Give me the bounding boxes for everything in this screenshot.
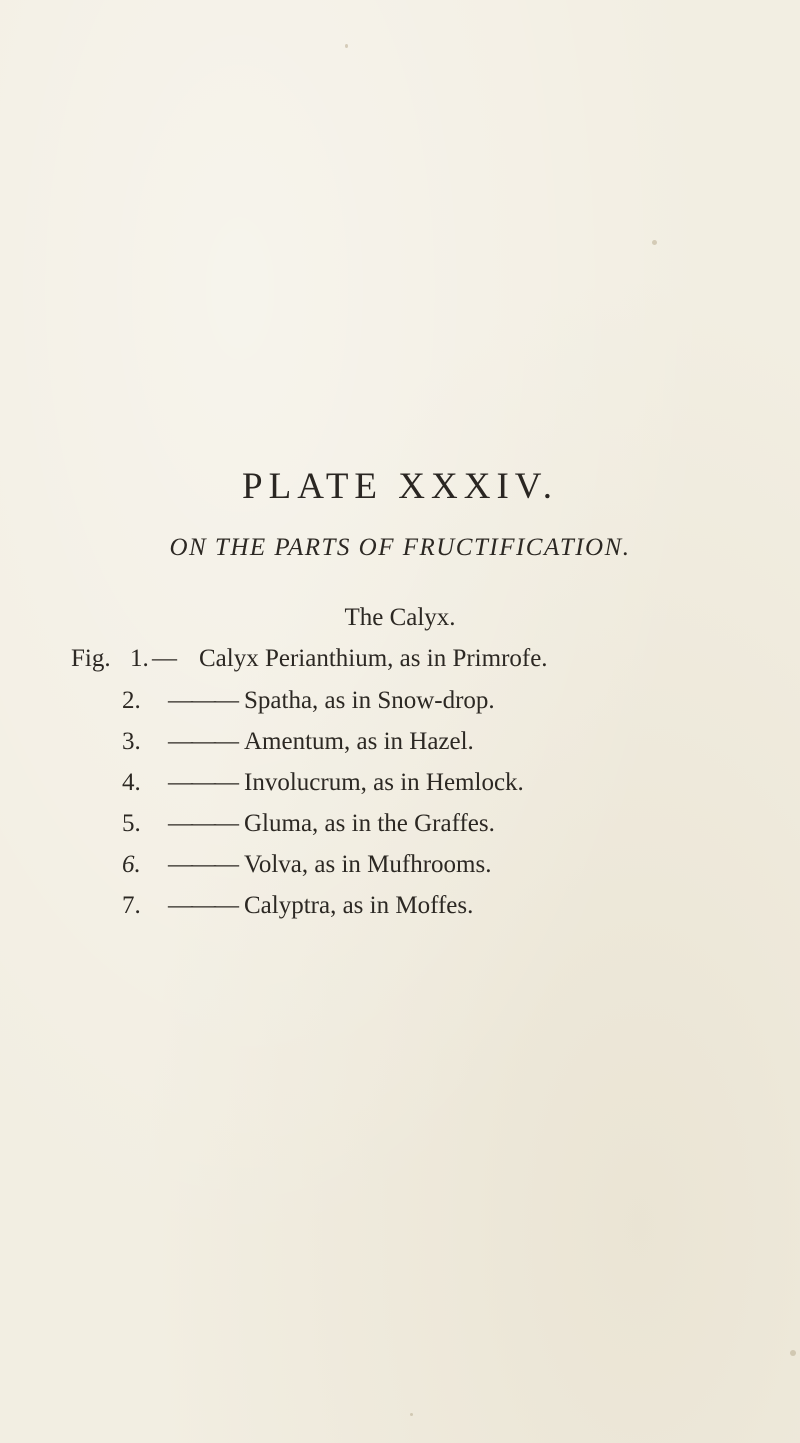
section-heading: The Calyx. bbox=[344, 604, 456, 631]
figure-entry-1 bbox=[0, 645, 800, 685]
figure-dash: — bbox=[152, 645, 175, 672]
figure-entry-3 bbox=[0, 728, 800, 768]
figure-prefix: Fig. bbox=[71, 645, 111, 672]
figure-number: 2. bbox=[122, 687, 141, 714]
figure-entry-2 bbox=[0, 687, 800, 727]
plate-subtitle: ON THE PARTS OF FRUCTIFICATION. bbox=[169, 534, 631, 561]
figure-entry-4 bbox=[0, 769, 800, 809]
figure-description: Volva, as in Mufhrooms. bbox=[244, 851, 492, 878]
figure-dash: ——— bbox=[168, 769, 237, 796]
figure-number: 1. bbox=[130, 645, 149, 672]
figure-number: 4. bbox=[122, 769, 141, 796]
figure-entry-5 bbox=[0, 810, 800, 850]
figure-description: Involucrum, as in Hemlock. bbox=[244, 769, 524, 796]
figure-dash: ——— bbox=[168, 851, 237, 878]
paper-speck bbox=[410, 1413, 413, 1416]
figure-number: 5. bbox=[122, 810, 141, 837]
figure-description: Amentum, as in Hazel. bbox=[244, 728, 474, 755]
paper-speck bbox=[652, 240, 657, 245]
figure-dash: ——— bbox=[168, 728, 237, 755]
figure-number: 6. bbox=[122, 851, 141, 878]
figure-entry-6 bbox=[0, 851, 800, 891]
figure-number: 3. bbox=[122, 728, 141, 755]
figure-dash: ——— bbox=[168, 687, 237, 714]
figure-entry-7 bbox=[0, 892, 800, 932]
figure-number: 7. bbox=[122, 892, 141, 919]
figure-dash: ——— bbox=[168, 892, 237, 919]
paper-speck bbox=[345, 44, 348, 48]
figure-dash: ——— bbox=[168, 810, 237, 837]
figure-description: Calyx Perianthium, as in Primrofe. bbox=[199, 645, 548, 672]
figure-description: Calyptra, as in Moffes. bbox=[244, 892, 474, 919]
figure-description: Gluma, as in the Graffes. bbox=[244, 810, 495, 837]
figure-description: Spatha, as in Snow-drop. bbox=[244, 687, 495, 714]
plate-title: PLATE XXXIV. bbox=[242, 466, 558, 507]
paper-speck bbox=[790, 1350, 796, 1356]
